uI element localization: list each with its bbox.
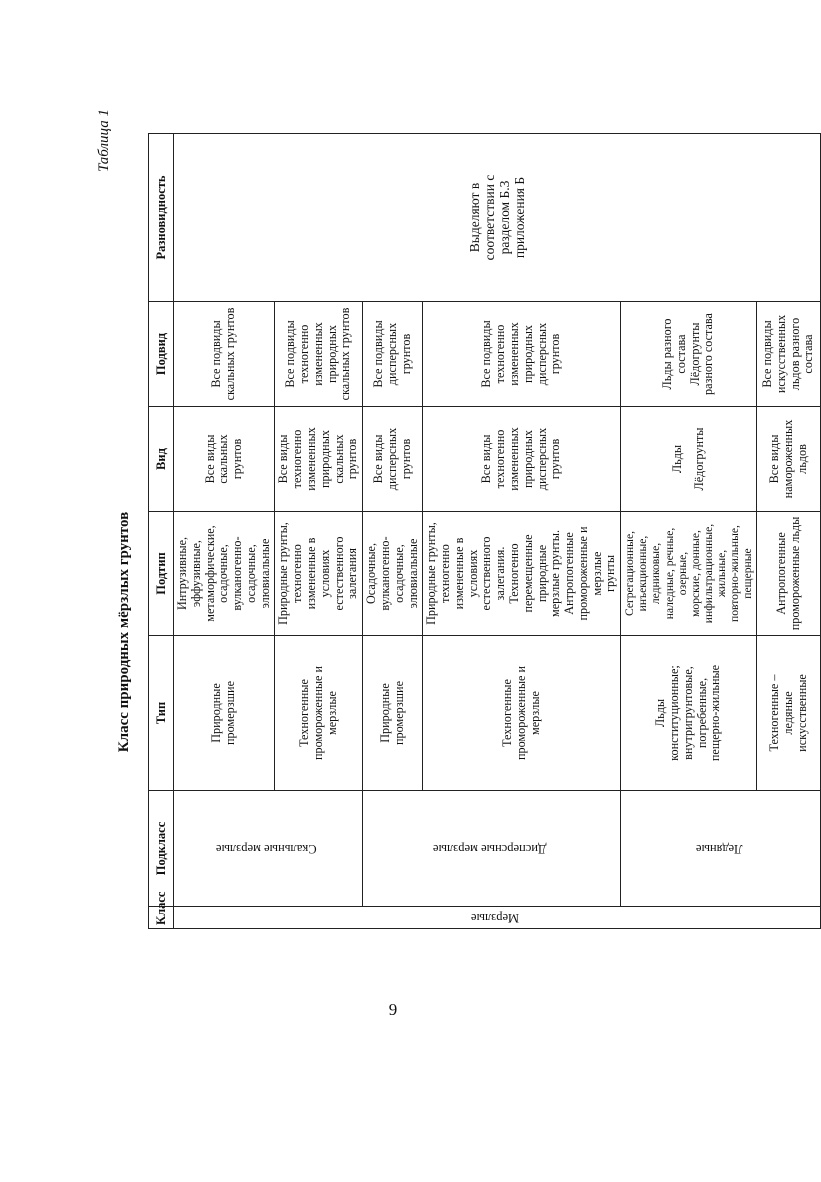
- header-podvid: Подвид: [149, 302, 174, 407]
- podvid-cell: Льды разного состава Лёдогрунты разного состава: [621, 302, 757, 407]
- type-cell: Природные промерзшие: [174, 636, 275, 791]
- class-cell: [174, 907, 821, 929]
- header-subclass: Подкласс: [149, 791, 174, 907]
- vid-cell: Все виды скальных грунтов: [174, 407, 275, 512]
- vid-cell: Все виды техногенно измененных природных дисперсных грунтов: [423, 407, 621, 512]
- subtype-cell: Интрузивные, эффузивные, метаморфические, осадочные, вулканогенно-осадочные, элювиальные: [174, 512, 275, 636]
- vid-cell: Все виды техногенно измененных природных скальных грунтов: [275, 407, 363, 512]
- podvid-cell: Все подвиды скальных грунтов: [174, 302, 275, 407]
- subclass-ice-cell: [621, 791, 821, 907]
- vid-cell: Все виды намороженных льдов: [757, 407, 821, 512]
- subclass-dispersed-label: Дисперсные мерзлые: [433, 841, 547, 856]
- type-cell: Техногенные промороженные и мерзлые: [423, 636, 621, 791]
- subtype-cell: Сегрегационные, инъекционные, ледниковые, наледные, речные, озерные, морские, донные, инфильтрационные, жильные, повторно-жильные, пещерные: [621, 512, 757, 636]
- vid-cell: Все виды дисперсных грунтов: [363, 407, 423, 512]
- subclass-rock-cell: [174, 791, 363, 907]
- subtype-cell: Природные грунты, техногенно измененные в условиях естественного залегания: [275, 512, 363, 636]
- class-label: Мерзлые: [471, 910, 520, 925]
- podvid-cell: Все подвиды техногенно измененных природных скальных грунтов: [275, 302, 363, 407]
- header-row: [149, 134, 174, 929]
- type-cell: Техногенные – ледяные искусственные: [757, 636, 821, 791]
- vid-cell: Льды Лёдогрунты: [621, 407, 757, 512]
- subtype-cell: Осадочные, вулканогенно- осадочные, элювиальные: [363, 512, 423, 636]
- table-caption: Таблица 1: [96, 109, 112, 172]
- header-subtype: Подтип: [149, 512, 174, 636]
- header-vid: Вид: [149, 407, 174, 512]
- podvid-cell: Все подвиды дисперсных грунтов: [363, 302, 423, 407]
- soil-classification-table: [148, 133, 821, 929]
- raznovidnost-cell: Выделяют в соответствии с разделом Б.3 приложения Б: [174, 134, 821, 302]
- type-cell: Льды конституционные; внутригрунтовые, погребенные, пещерно-жильные: [621, 636, 757, 791]
- subclass-ice-label: Ледяные: [695, 841, 743, 856]
- header-type: Тип: [149, 636, 174, 791]
- header-class: Класс: [149, 907, 174, 929]
- table-title: Класс природных мёрзлых грунтов: [116, 511, 132, 753]
- type-cell: Природные промерзшие: [363, 636, 423, 791]
- podvid-cell: Все подвиды искусственных льдов разного состава: [757, 302, 821, 407]
- type-cell: Техногенные промороженные и мерзлые: [275, 636, 363, 791]
- row-rock-natural: [174, 134, 275, 929]
- page-number: 9: [388, 1000, 398, 1019]
- subtype-cell: Антропогенные промороженные льды: [757, 512, 821, 636]
- subclass-dispersed-cell: [363, 791, 621, 907]
- subclass-rock-label: Скальные мерзлые: [215, 841, 317, 856]
- subtype-cell: Природные грунты, техногенно измененные в условиях естественного залегания. Техногенно перемещенные природные мерзлые грунты. Антропогенные промороженные и мерзлые грунты: [423, 512, 621, 636]
- podvid-cell: Все подвиды техногенно измененных природных дисперсных грунтов: [423, 302, 621, 407]
- header-raznovidnost: Разновидность: [149, 134, 174, 302]
